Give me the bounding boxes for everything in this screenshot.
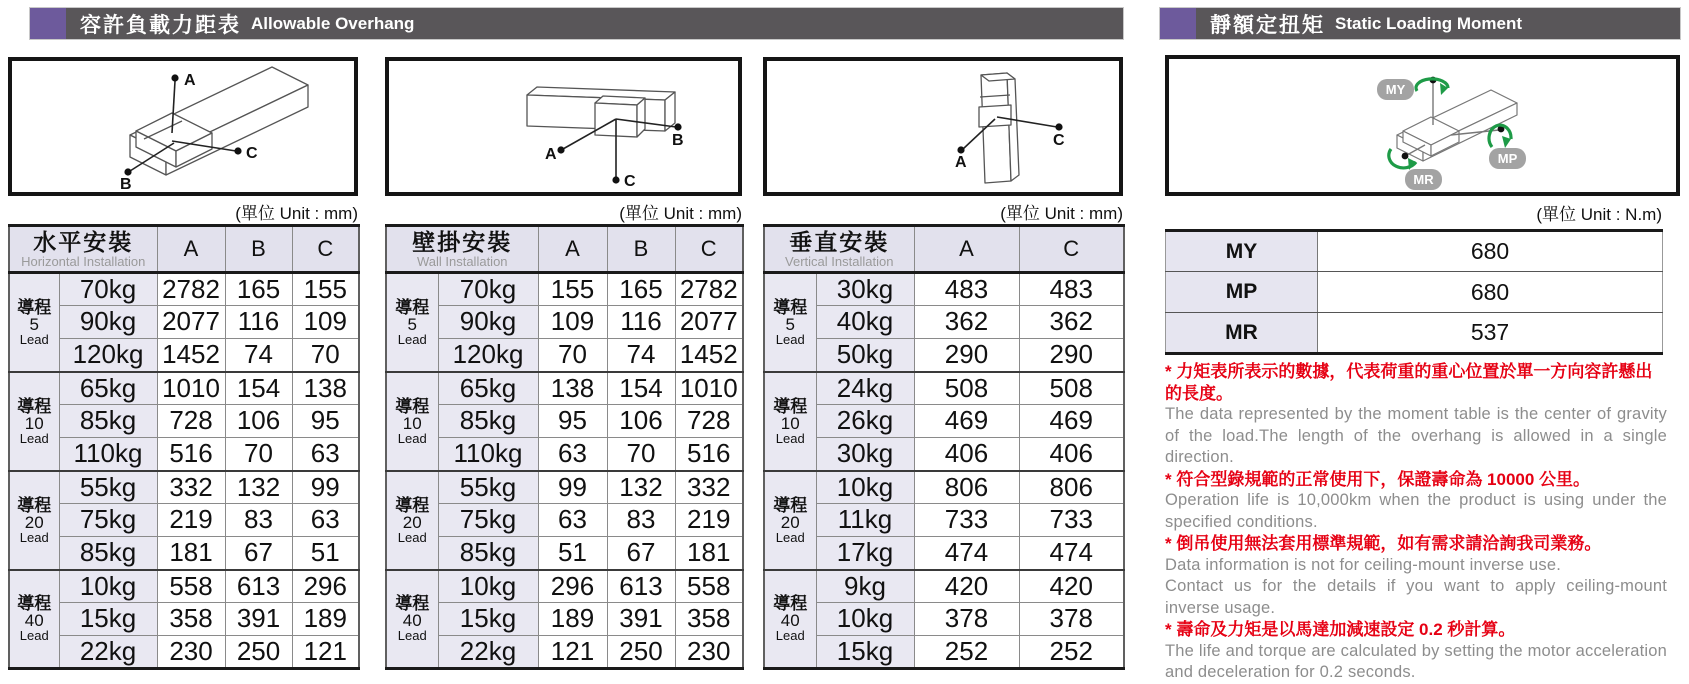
lead-label-en: Lead xyxy=(19,331,49,347)
load-cell: 65kg xyxy=(438,372,538,405)
column-header: B xyxy=(607,226,675,273)
value-cell: 2077 xyxy=(157,306,225,339)
table-row xyxy=(386,504,743,537)
value-cell: 516 xyxy=(157,438,225,471)
moment-label-cell: MY xyxy=(1166,231,1318,272)
value-cell: 230 xyxy=(675,636,743,669)
table-row xyxy=(386,603,743,636)
my-badge: MY xyxy=(1385,82,1406,97)
lead-label-zh: 導程 xyxy=(395,594,430,614)
load-cell: 120kg xyxy=(59,339,157,372)
lead-cell xyxy=(764,372,816,471)
table-row xyxy=(764,570,1124,603)
lead-label-en: Lead xyxy=(19,628,49,644)
table-row xyxy=(9,603,359,636)
value-cell: 483 xyxy=(914,273,1019,306)
column-header: C xyxy=(1019,226,1124,273)
value-cell: 1452 xyxy=(157,339,225,372)
table-row xyxy=(764,339,1124,372)
lead-cell xyxy=(764,471,816,570)
moment-value-cell: 537 xyxy=(1318,313,1663,354)
moment-label-cell: MR xyxy=(1166,313,1318,354)
table-row xyxy=(9,339,359,372)
column-header: A xyxy=(538,226,607,273)
load-cell: 30kg xyxy=(816,438,914,471)
table-row xyxy=(764,603,1124,636)
load-cell: 24kg xyxy=(816,372,914,405)
lead-label-zh: 導程 xyxy=(395,297,430,317)
lead-cell xyxy=(386,372,438,471)
moment-diagram xyxy=(1169,59,1676,192)
value-cell: 474 xyxy=(1019,537,1124,570)
load-cell: 30kg xyxy=(816,273,914,306)
point-c-label: C xyxy=(1053,132,1065,149)
load-cell: 10kg xyxy=(816,603,914,636)
lead-label-zh: 導程 xyxy=(773,297,808,317)
table-row xyxy=(9,504,359,537)
overhang-table xyxy=(763,224,1125,670)
footnote-gray: Operation life is 10,000km when the product is using under the specified conditions. xyxy=(1165,491,1667,531)
lead-value: 10 xyxy=(24,413,44,433)
value-cell: 558 xyxy=(157,570,225,603)
value-cell: 1010 xyxy=(157,372,225,405)
overhang-table xyxy=(385,224,744,670)
load-cell: 55kg xyxy=(59,471,157,504)
value-cell: 728 xyxy=(675,405,743,438)
lead-label-zh: 導程 xyxy=(773,594,808,614)
value-cell: 116 xyxy=(225,306,292,339)
table-row xyxy=(764,537,1124,570)
value-cell: 613 xyxy=(225,570,292,603)
table-row xyxy=(9,471,359,504)
lead-label-zh: 導程 xyxy=(773,396,808,416)
lead-label-en: Lead xyxy=(19,430,49,446)
moment-value-cell: 680 xyxy=(1318,231,1663,272)
lead-label-en: Lead xyxy=(775,430,805,446)
load-cell: 75kg xyxy=(59,504,157,537)
footnote-gray: The data represented by the moment table is the center of gravity of the load.The length of the overhang is allowed in a single direction. xyxy=(1165,405,1667,466)
load-cell: 110kg xyxy=(438,438,538,471)
table-row xyxy=(9,273,359,306)
table-row xyxy=(9,306,359,339)
table-row xyxy=(386,372,743,405)
value-cell: 332 xyxy=(157,471,225,504)
lead-label-zh: 導程 xyxy=(395,396,430,416)
value-cell: 469 xyxy=(1019,405,1124,438)
overhang-table xyxy=(8,224,360,670)
value-cell: 165 xyxy=(607,273,675,306)
installation-title-en: Horizontal Installation xyxy=(21,253,146,269)
load-cell: 22kg xyxy=(59,636,157,669)
column-header: A xyxy=(157,226,225,273)
value-cell: 67 xyxy=(607,537,675,570)
value-cell: 296 xyxy=(292,570,359,603)
lead-value: 10 xyxy=(402,413,422,433)
moment-row xyxy=(1166,313,1663,354)
column-header: C xyxy=(292,226,359,273)
column-header: C xyxy=(675,226,743,273)
installation-title-zh: 垂直安裝 xyxy=(789,228,890,255)
value-cell: 154 xyxy=(607,372,675,405)
column-header: B xyxy=(225,226,292,273)
value-cell: 2077 xyxy=(675,306,743,339)
point-a-label: A xyxy=(545,146,557,163)
value-cell: 252 xyxy=(1019,636,1124,669)
value-cell: 508 xyxy=(914,372,1019,405)
load-cell: 85kg xyxy=(438,405,538,438)
point-b-label: B xyxy=(120,176,132,192)
table-row xyxy=(9,372,359,405)
lead-label-zh: 導程 xyxy=(17,495,52,515)
vertical-installation-diagram-box xyxy=(763,57,1123,196)
value-cell: 132 xyxy=(607,471,675,504)
value-cell: 63 xyxy=(538,504,607,537)
value-cell: 362 xyxy=(1019,306,1124,339)
value-cell: 63 xyxy=(292,438,359,471)
load-cell: 10kg xyxy=(59,570,157,603)
table-row xyxy=(764,504,1124,537)
value-cell: 74 xyxy=(225,339,292,372)
load-cell: 70kg xyxy=(438,273,538,306)
load-cell: 55kg xyxy=(438,471,538,504)
value-cell: 138 xyxy=(538,372,607,405)
load-cell: 40kg xyxy=(816,306,914,339)
purple-accent-square xyxy=(1160,8,1196,39)
load-cell: 9kg xyxy=(816,570,914,603)
value-cell: 70 xyxy=(292,339,359,372)
footnote-red: * 倒吊使用無法套用標準規範，如有需求請洽詢我司業務。 xyxy=(1165,534,1602,553)
value-cell: 296 xyxy=(538,570,607,603)
moment-diagram-box xyxy=(1165,55,1680,196)
table-header-row xyxy=(9,226,359,273)
load-cell: 50kg xyxy=(816,339,914,372)
lead-label-en: Lead xyxy=(775,331,805,347)
value-cell: 70 xyxy=(538,339,607,372)
value-cell: 806 xyxy=(914,471,1019,504)
lead-label-en: Lead xyxy=(775,628,805,644)
value-cell: 613 xyxy=(607,570,675,603)
load-cell: 10kg xyxy=(438,570,538,603)
value-cell: 290 xyxy=(914,339,1019,372)
load-cell: 26kg xyxy=(816,405,914,438)
moment-row xyxy=(1166,272,1663,313)
value-cell: 358 xyxy=(675,603,743,636)
lead-cell xyxy=(386,570,438,669)
lead-value: 40 xyxy=(402,611,422,631)
section-title-en: Allowable Overhang xyxy=(251,13,415,33)
installation-title-cell xyxy=(9,226,157,273)
value-cell: 116 xyxy=(607,306,675,339)
lead-value: 20 xyxy=(780,512,800,532)
table-row xyxy=(764,636,1124,669)
unit-label-nm: (單位 Unit : N.m) xyxy=(1536,205,1662,224)
load-cell: 90kg xyxy=(59,306,157,339)
point-a-label: A xyxy=(184,72,196,89)
unit-label-mm: (單位 Unit : mm) xyxy=(619,204,742,223)
horizontal-installation-diagram xyxy=(12,61,354,192)
lead-value: 10 xyxy=(780,413,800,433)
lead-cell xyxy=(386,471,438,570)
value-cell: 516 xyxy=(675,438,743,471)
table-row xyxy=(386,405,743,438)
lead-label-zh: 導程 xyxy=(17,594,52,614)
static-moment-table xyxy=(1165,229,1663,355)
point-b-label: B xyxy=(672,132,684,149)
value-cell: 733 xyxy=(1019,504,1124,537)
load-cell: 10kg xyxy=(816,471,914,504)
footnote-gray: The life and torque are calculated by setting the motor acceleration and deceleration for 0.2 seconds. xyxy=(1165,641,1667,681)
lead-value: 5 xyxy=(407,314,417,334)
table-row xyxy=(764,306,1124,339)
value-cell: 106 xyxy=(607,405,675,438)
value-cell: 358 xyxy=(157,603,225,636)
value-cell: 63 xyxy=(538,438,607,471)
footnotes xyxy=(1165,361,1667,684)
value-cell: 181 xyxy=(675,537,743,570)
moment-label-cell: MP xyxy=(1166,272,1318,313)
lead-cell xyxy=(9,471,59,570)
value-cell: 74 xyxy=(607,339,675,372)
value-cell: 121 xyxy=(292,636,359,669)
lead-label-zh: 導程 xyxy=(17,297,52,317)
table-row xyxy=(9,636,359,669)
load-cell: 15kg xyxy=(438,603,538,636)
value-cell: 99 xyxy=(538,471,607,504)
lead-label-en: Lead xyxy=(397,628,427,644)
point-c-label: C xyxy=(246,145,258,162)
unit-label-mm: (單位 Unit : mm) xyxy=(1000,204,1123,223)
purple-accent-square xyxy=(30,8,66,39)
load-cell: 11kg xyxy=(816,504,914,537)
lead-label-en: Lead xyxy=(397,331,427,347)
lead-value: 5 xyxy=(785,314,795,334)
vertical-installation-diagram xyxy=(767,61,1119,192)
point-c-label: C xyxy=(624,173,636,190)
section-title-en: Static Loading Moment xyxy=(1335,13,1522,33)
value-cell: 378 xyxy=(914,603,1019,636)
static-loading-moment-title-bar xyxy=(1160,8,1680,39)
value-cell: 106 xyxy=(225,405,292,438)
table-row xyxy=(9,537,359,570)
unit-label-mm: (單位 Unit : mm) xyxy=(235,204,358,223)
table-row xyxy=(386,537,743,570)
value-cell: 138 xyxy=(292,372,359,405)
value-cell: 250 xyxy=(607,636,675,669)
footnote-red: * 壽命及力矩是以馬達加減速設定 0.2 秒計算。 xyxy=(1165,620,1516,639)
table-row xyxy=(764,372,1124,405)
lead-cell xyxy=(764,273,816,372)
value-cell: 733 xyxy=(914,504,1019,537)
load-cell: 110kg xyxy=(59,438,157,471)
lead-cell xyxy=(9,273,59,372)
table-header-row xyxy=(764,226,1124,273)
value-cell: 70 xyxy=(607,438,675,471)
installation-title-cell xyxy=(386,226,538,273)
lead-label-zh: 導程 xyxy=(773,495,808,515)
value-cell: 391 xyxy=(225,603,292,636)
table-row xyxy=(386,339,743,372)
table-row xyxy=(386,471,743,504)
lead-value: 20 xyxy=(402,512,422,532)
value-cell: 95 xyxy=(538,405,607,438)
table-row xyxy=(764,405,1124,438)
value-cell: 181 xyxy=(157,537,225,570)
value-cell: 2782 xyxy=(157,273,225,306)
lead-label-en: Lead xyxy=(775,529,805,545)
load-cell: 22kg xyxy=(438,636,538,669)
load-cell: 15kg xyxy=(816,636,914,669)
footnote-gray: Data information is not for ceiling-mount inverse use. xyxy=(1165,555,1561,574)
load-cell: 85kg xyxy=(438,537,538,570)
value-cell: 252 xyxy=(914,636,1019,669)
value-cell: 132 xyxy=(225,471,292,504)
lead-cell xyxy=(386,273,438,372)
value-cell: 362 xyxy=(914,306,1019,339)
value-cell: 230 xyxy=(157,636,225,669)
wall-installation-diagram xyxy=(389,61,738,192)
lead-label-zh: 導程 xyxy=(17,396,52,416)
installation-title-zh: 水平安裝 xyxy=(33,228,134,255)
table-header-row xyxy=(386,226,743,273)
value-cell: 2782 xyxy=(675,273,743,306)
value-cell: 155 xyxy=(292,273,359,306)
mr-badge: MR xyxy=(1413,172,1434,187)
value-cell: 290 xyxy=(1019,339,1124,372)
value-cell: 332 xyxy=(675,471,743,504)
value-cell: 121 xyxy=(538,636,607,669)
value-cell: 219 xyxy=(157,504,225,537)
installation-title-en: Wall Installation xyxy=(416,253,508,269)
value-cell: 99 xyxy=(292,471,359,504)
value-cell: 406 xyxy=(914,438,1019,471)
value-cell: 1452 xyxy=(675,339,743,372)
value-cell: 189 xyxy=(538,603,607,636)
footnote-red: * 符合型錄規範的正常使用下，保證壽命為 10000 公里。 xyxy=(1165,469,1591,489)
lead-value: 40 xyxy=(780,611,800,631)
table-row xyxy=(9,405,359,438)
table-row xyxy=(764,438,1124,471)
value-cell: 469 xyxy=(914,405,1019,438)
mp-badge: MP xyxy=(1497,151,1518,166)
value-cell: 109 xyxy=(292,306,359,339)
value-cell: 165 xyxy=(225,273,292,306)
installation-title-cell xyxy=(764,226,914,273)
value-cell: 250 xyxy=(225,636,292,669)
value-cell: 378 xyxy=(1019,603,1124,636)
value-cell: 508 xyxy=(1019,372,1124,405)
value-cell: 420 xyxy=(1019,570,1124,603)
column-header: A xyxy=(914,226,1019,273)
value-cell: 558 xyxy=(675,570,743,603)
footnote-red: * 力矩表所表示的數據，代表荷重的重心位置於單一方向容許懸出的長度。 xyxy=(1165,362,1653,403)
value-cell: 420 xyxy=(914,570,1019,603)
load-cell: 15kg xyxy=(59,603,157,636)
moment-value-cell: 680 xyxy=(1318,272,1663,313)
load-cell: 70kg xyxy=(59,273,157,306)
value-cell: 483 xyxy=(1019,273,1124,306)
table-row xyxy=(386,273,743,306)
lead-cell xyxy=(764,570,816,669)
lead-value: 5 xyxy=(29,314,39,334)
load-cell: 65kg xyxy=(59,372,157,405)
value-cell: 391 xyxy=(607,603,675,636)
lead-cell xyxy=(9,372,59,471)
table-row xyxy=(764,273,1124,306)
value-cell: 189 xyxy=(292,603,359,636)
value-cell: 83 xyxy=(225,504,292,537)
section-title-zh: 容許負載力距表 xyxy=(80,13,241,37)
load-cell: 17kg xyxy=(816,537,914,570)
load-cell: 90kg xyxy=(438,306,538,339)
point-a-label: A xyxy=(955,154,967,171)
lead-cell xyxy=(9,570,59,669)
value-cell: 219 xyxy=(675,504,743,537)
horizontal-installation-diagram-box xyxy=(8,57,358,196)
value-cell: 67 xyxy=(225,537,292,570)
load-cell: 120kg xyxy=(438,339,538,372)
section-title-zh: 靜額定扭矩 xyxy=(1210,13,1325,37)
load-cell: 75kg xyxy=(438,504,538,537)
installation-title-en: Vertical Installation xyxy=(785,253,894,269)
table-row xyxy=(386,438,743,471)
value-cell: 70 xyxy=(225,438,292,471)
table-row xyxy=(9,570,359,603)
footnote-gray: Contact us for the details if you want to apply ceiling-mount inverse usage. xyxy=(1165,577,1667,617)
wall-installation-diagram-box xyxy=(385,57,742,196)
table-row xyxy=(386,636,743,669)
value-cell: 95 xyxy=(292,405,359,438)
value-cell: 51 xyxy=(538,537,607,570)
value-cell: 63 xyxy=(292,504,359,537)
value-cell: 1010 xyxy=(675,372,743,405)
value-cell: 109 xyxy=(538,306,607,339)
value-cell: 728 xyxy=(157,405,225,438)
value-cell: 806 xyxy=(1019,471,1124,504)
value-cell: 406 xyxy=(1019,438,1124,471)
installation-title-zh: 壁掛安裝 xyxy=(412,228,513,255)
table-row xyxy=(764,471,1124,504)
value-cell: 154 xyxy=(225,372,292,405)
lead-value: 40 xyxy=(24,611,44,631)
load-cell: 85kg xyxy=(59,405,157,438)
lead-label-en: Lead xyxy=(397,529,427,545)
value-cell: 474 xyxy=(914,537,1019,570)
value-cell: 51 xyxy=(292,537,359,570)
lead-label-zh: 導程 xyxy=(395,495,430,515)
value-cell: 83 xyxy=(607,504,675,537)
lead-label-en: Lead xyxy=(397,430,427,446)
allowable-overhang-title-bar xyxy=(30,8,1123,39)
table-row xyxy=(386,570,743,603)
lead-label-en: Lead xyxy=(19,529,49,545)
value-cell: 155 xyxy=(538,273,607,306)
table-row xyxy=(386,306,743,339)
moment-row xyxy=(1166,231,1663,272)
load-cell: 85kg xyxy=(59,537,157,570)
lead-value: 20 xyxy=(24,512,44,532)
table-row xyxy=(9,438,359,471)
